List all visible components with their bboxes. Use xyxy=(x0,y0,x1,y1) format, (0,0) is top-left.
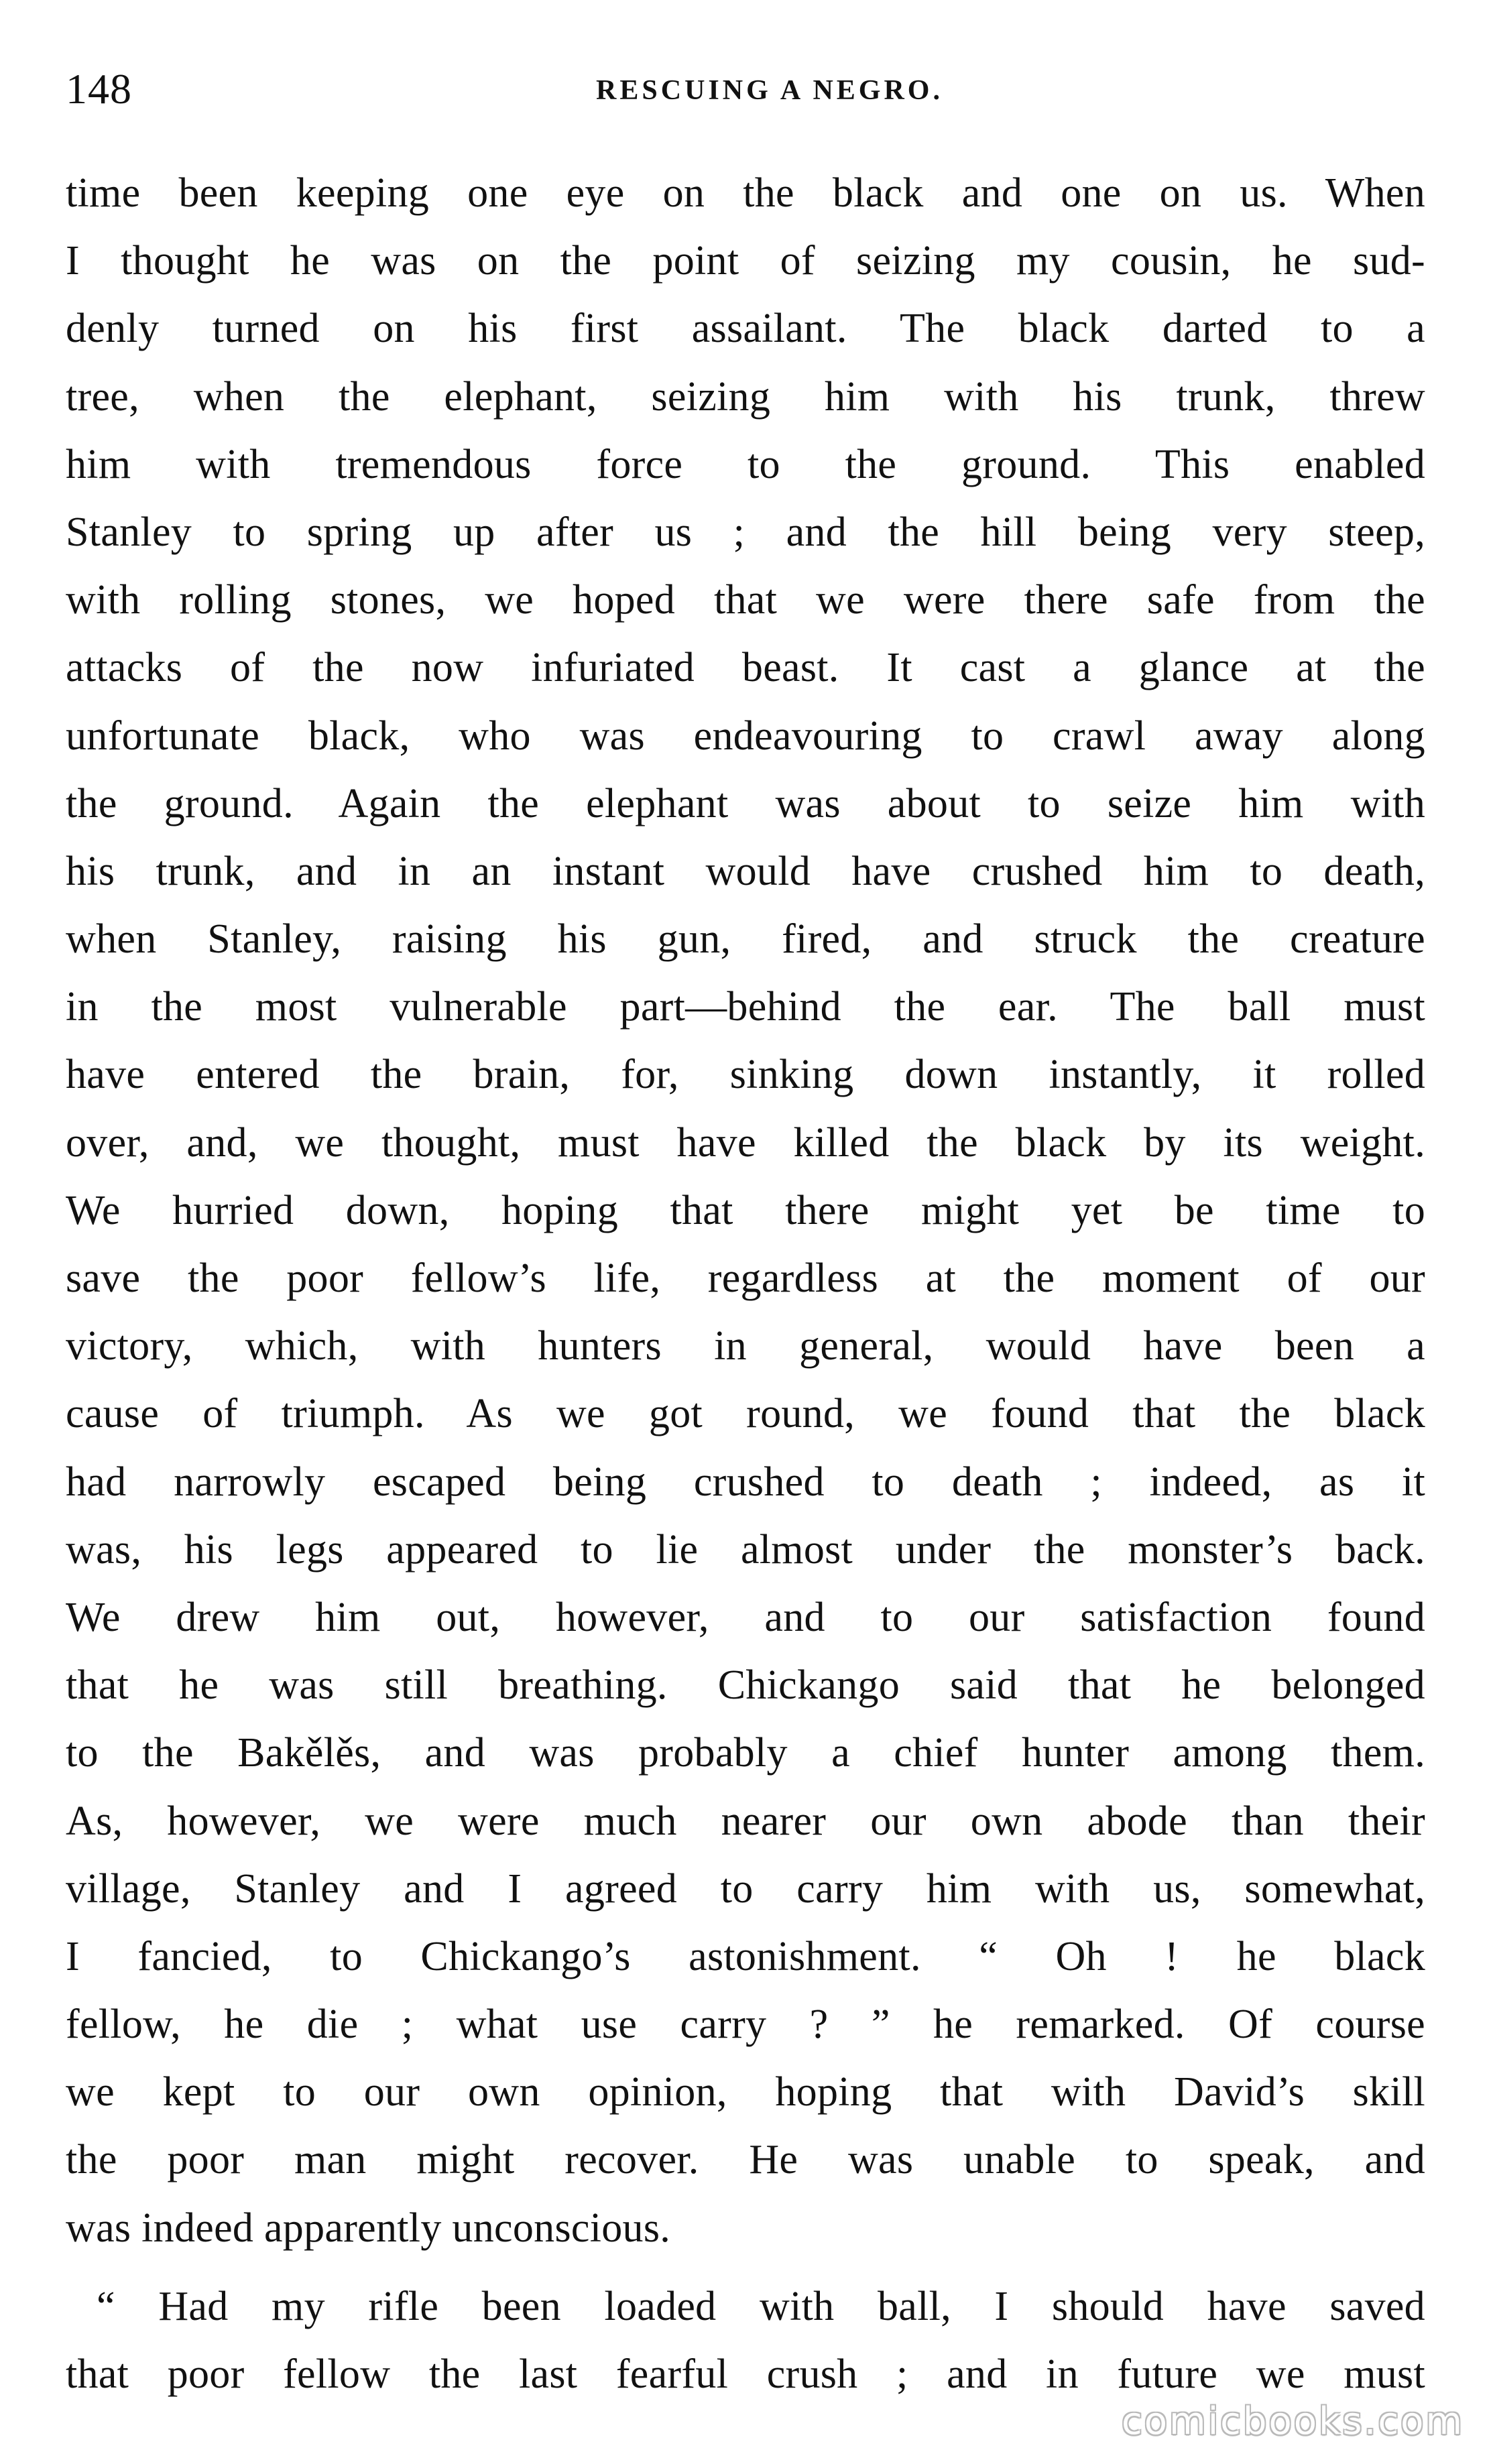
text-line: save the poor fellow’s life, regardless at the moment of our xyxy=(66,1255,1425,1301)
text-line: attacks of the now infuriated beast. It cast a glance at the xyxy=(66,645,1425,691)
text-line: we kept to our own opinion, hoping that with David’s skill xyxy=(66,2069,1425,2115)
text-line: in the most vulnerable part—behind the ear. The ball must xyxy=(66,984,1425,1030)
text-line: that he was still breathing. Chickango said that he belonged xyxy=(66,1662,1425,1709)
page-number: 148 xyxy=(66,65,132,113)
text-line: had narrowly escaped being crushed to death ; indeed, as it xyxy=(66,1459,1425,1505)
text-line: time been keeping one eye on the black and one on us. When xyxy=(66,170,1425,216)
text-line: that poor fellow the last fearful crush ; and in future we must xyxy=(66,2351,1425,2397)
text-line: was indeed apparently unconscious. xyxy=(66,2205,671,2251)
text-line: over, and, we thought, must have killed the black by its weight. xyxy=(66,1119,1425,1166)
paragraph xyxy=(66,160,1425,2262)
text-line: victory, which, with hunters in general, would have been a xyxy=(66,1323,1425,1369)
text-line: was, his legs appeared to lie almost under the monster’s back. xyxy=(66,1526,1425,1573)
text-line: We hurried down, hoping that there might yet be time to xyxy=(66,1187,1425,1233)
text-line: village, Stanley and I agreed to carry him with us, somewhat, xyxy=(66,1865,1425,1912)
text-line: him with tremendous force to the ground. This enabled xyxy=(66,441,1425,487)
text-line: the ground. Again the elephant was about to seize him with xyxy=(66,780,1425,826)
text-line: cause of triumph. As we got round, we found that the black xyxy=(66,1391,1425,1437)
text-line: I thought he was on the point of seizing my cousin, he sud- xyxy=(66,238,1425,284)
paragraph-gap xyxy=(66,2262,1425,2273)
text-line: the poor man might recover. He was unable to speak, and xyxy=(66,2137,1425,2183)
text-line: As, however, we were much nearer our own abode than their xyxy=(66,1798,1425,1844)
text-line: when Stanley, raising his gun, fired, and struck the creature xyxy=(66,916,1425,963)
running-head xyxy=(66,59,1420,119)
text-line: tree, when the elephant, seizing him with his trunk, threw xyxy=(66,373,1425,420)
text-line: fellow, he die ; what use carry ? ” he remarked. Of course xyxy=(66,2001,1425,2048)
paragraph xyxy=(66,2273,1425,2408)
text-line: have entered the brain, for, sinking down instantly, it rolled xyxy=(66,1052,1425,1098)
text-line: unfortunate black, who was endeavouring to crawl away along xyxy=(66,713,1425,759)
text-line: We drew him out, however, and to our satisfaction found xyxy=(66,1594,1425,1640)
text-line: to the Bakělěs, and was probably a chief hunter among them. xyxy=(66,1730,1425,1776)
watermark: comicbooks.com xyxy=(1121,2400,1464,2443)
running-title: RESCUING A NEGRO. xyxy=(596,75,943,106)
text-line: Stanley to spring up after us ; and the hill being very steep, xyxy=(66,509,1425,555)
text-line: I fancied, to Chickango’s astonishment. “ Oh ! he black xyxy=(66,1933,1425,1979)
text-line: with rolling stones, we hoped that we were there safe from the xyxy=(66,577,1425,623)
text-line: his trunk, and in an instant would have crushed him to death, xyxy=(66,848,1425,894)
text-line: “ Had my rifle been loaded with ball, I should have saved xyxy=(97,2283,1425,2329)
text-line: denly turned on his first assailant. The black darted to a xyxy=(66,306,1425,352)
body-text xyxy=(66,160,1425,2408)
